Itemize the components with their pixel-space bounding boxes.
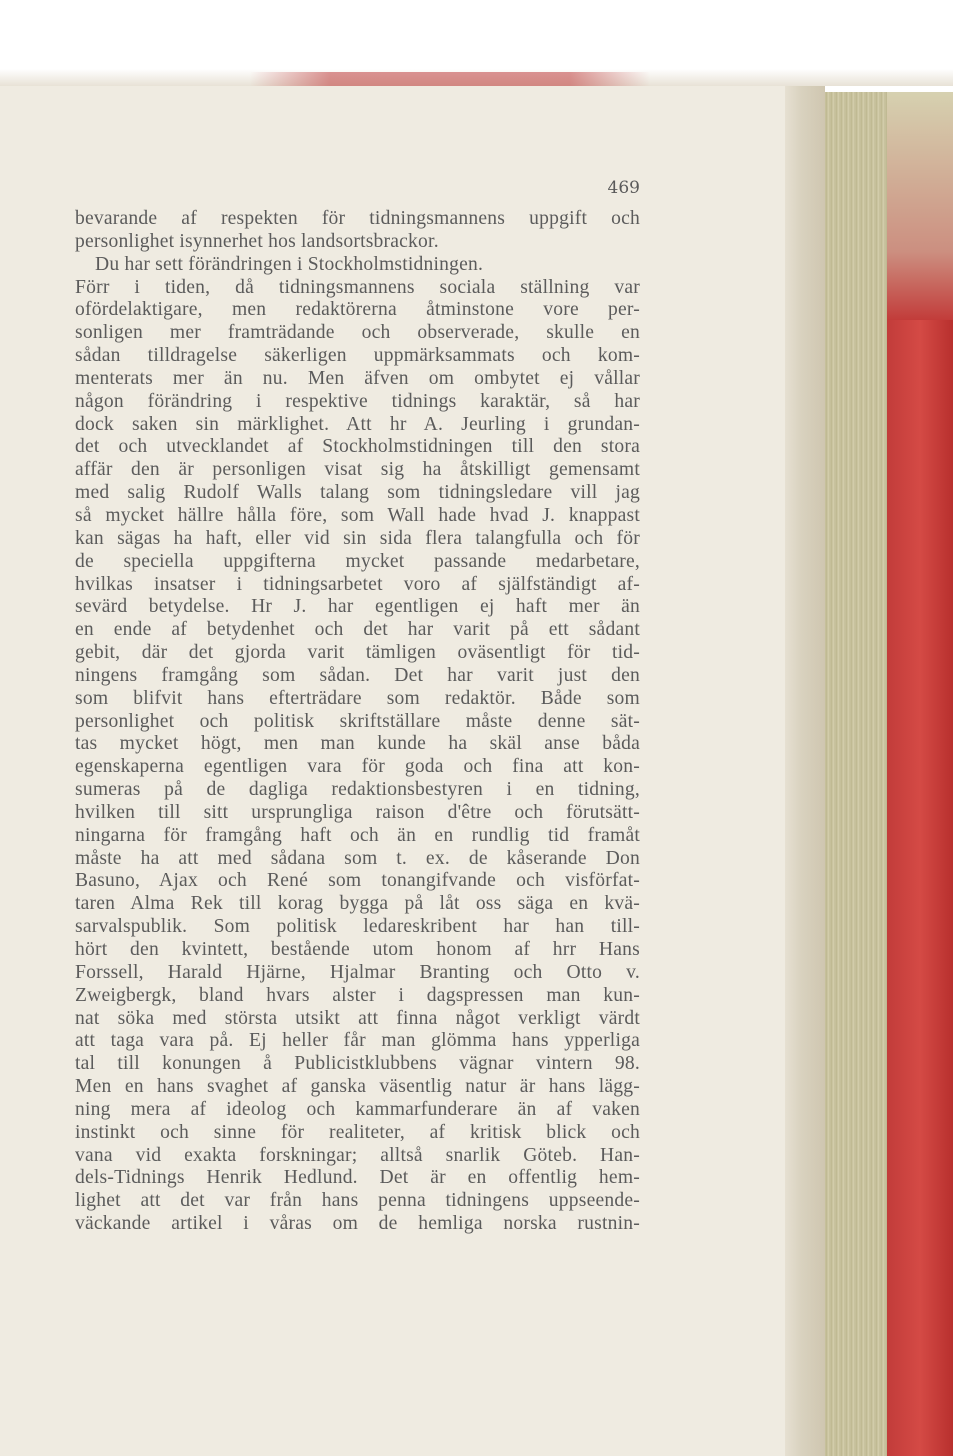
text-line: hört den kvintett, bestående utom honom af hrr Hans	[75, 939, 640, 960]
text-line: så mycket hällre hålla före, som Wall hade hvad J. knappast	[75, 504, 640, 526]
text-line: nat söka med största utsikt att finna något verkligt värdt	[75, 1007, 640, 1029]
page-stack-edge	[825, 92, 887, 1456]
text-line: att taga vara på. Ej heller får man glömma hans ypperliga	[75, 1030, 640, 1052]
text-line: hvilken till sitt ursprungliga raison d'être och förutsätt-	[75, 801, 640, 823]
page-gutter	[785, 86, 825, 1456]
text-line: Forssell, Harald Hjärne, Hjalmar Branting och Otto v.	[75, 961, 640, 983]
text-line: sådan tilldragelse säkerligen uppmärksammats och kom-	[75, 345, 640, 367]
text-line: hvilkas insatser i tidningsarbetet voro af själfständigt af-	[75, 573, 640, 595]
text-line: personlighet och politisk skriftställare måste denne sät-	[75, 710, 640, 732]
text-line: ofördelaktigare, men redaktörerna åtminstone vore per-	[75, 299, 640, 321]
text-line: det och utvecklandet af Stockholmstidningen till den stora	[75, 436, 640, 458]
text-line: med salig Rudolf Walls talang som tidningsledare vill jag	[75, 482, 640, 504]
text-line: tal till konungen å Publicistklubbens vägnar vintern 98.	[75, 1053, 640, 1075]
text-line: Zweigbergk, bland hvars alster i dagspressen man kun-	[75, 984, 640, 1006]
text-line: sarvalspublik. Som politisk ledareskribent har han till-	[75, 916, 640, 938]
red-book-edge	[887, 320, 953, 1456]
text-line: tas mycket högt, men man kunde ha skäl anse båda	[75, 733, 640, 755]
text-line: ningarna för framgång haft och än en rundlig tid framåt	[75, 824, 640, 846]
text-line: kan sägas ha haft, eller vid sin sida flera talangfulla och för	[75, 527, 640, 549]
text-line: dels-Tidnings Henrik Hedlund. Det är en offentlig hem-	[75, 1167, 640, 1189]
text-line: dock saken sin märklighet. Att hr A. Jeurling i grundan-	[75, 413, 640, 435]
text-line: en ende af betydenhet och det har varit på ett sådant	[75, 619, 640, 641]
body-text	[75, 208, 640, 1236]
text-line: Du har sett förändringen i Stockholmstidningen.	[95, 253, 484, 275]
text-line: egenskaperna egentligen vara för goda och fina att kon-	[75, 756, 640, 778]
text-line: sevärd betydelse. Hr J. har egentligen ej haft mer än	[75, 596, 640, 618]
text-line: personlighet isynnerhet hos landsortsbrackor.	[75, 230, 439, 252]
page-number: 469	[607, 178, 640, 198]
text-line: de speciella uppgifterna mycket passande medarbetare,	[75, 550, 640, 572]
text-line: någon förändring i respektive tidnings karaktär, så har	[75, 390, 640, 412]
text-line: som blifvit hans efterträdare som redaktör. Både som	[75, 687, 640, 709]
text-line: menterats mer än nu. Men äfven om ombytet ej vållar	[75, 367, 640, 389]
text-line: sumeras på de dagliga redaktionsbestyren i en tidning,	[75, 779, 640, 801]
text-line: Basuno, Ajax och René som tonangifvande och visförfat-	[75, 870, 640, 892]
text-line: ning mera af ideolog och kammarfunderare än af vaken	[75, 1098, 640, 1120]
text-line: ningens framgång som sådan. Det har varit just den	[75, 664, 640, 686]
text-line: instinkt och sinne för realiteter, af kritisk blick och	[75, 1121, 640, 1143]
text-line: lighet att det var från hans penna tidningens uppseende-	[75, 1190, 640, 1212]
text-line: vana vid exakta forskningar; alltså snarlik Göteb. Han-	[75, 1144, 640, 1166]
text-line: måste ha att med sådana som t. ex. de kåserande Don	[75, 847, 640, 869]
text-line: väckande artikel i våras om de hemliga norska rustnin-	[75, 1213, 640, 1235]
top-red-edge	[250, 72, 650, 86]
text-line: Förr i tiden, då tidningsmannens sociala ställning var	[75, 276, 640, 298]
text-line: bevarande af respekten för tidningsmannens uppgift och	[75, 208, 640, 229]
red-edge-fade	[887, 92, 953, 320]
text-line: affär den är personligen visat sig ha åtskilligt gemensamt	[75, 459, 640, 481]
text-line: gebit, där det gjorda varit tämligen oväsentligt för tid-	[75, 642, 640, 664]
text-line: sonligen mer framträdande och observerade, skulle en	[75, 322, 640, 344]
text-line: Men en hans svaghet af ganska väsentlig natur är hans lägg-	[75, 1076, 640, 1098]
text-line: taren Alma Rek till korag bygga på låt oss säga en kvä-	[75, 893, 640, 915]
